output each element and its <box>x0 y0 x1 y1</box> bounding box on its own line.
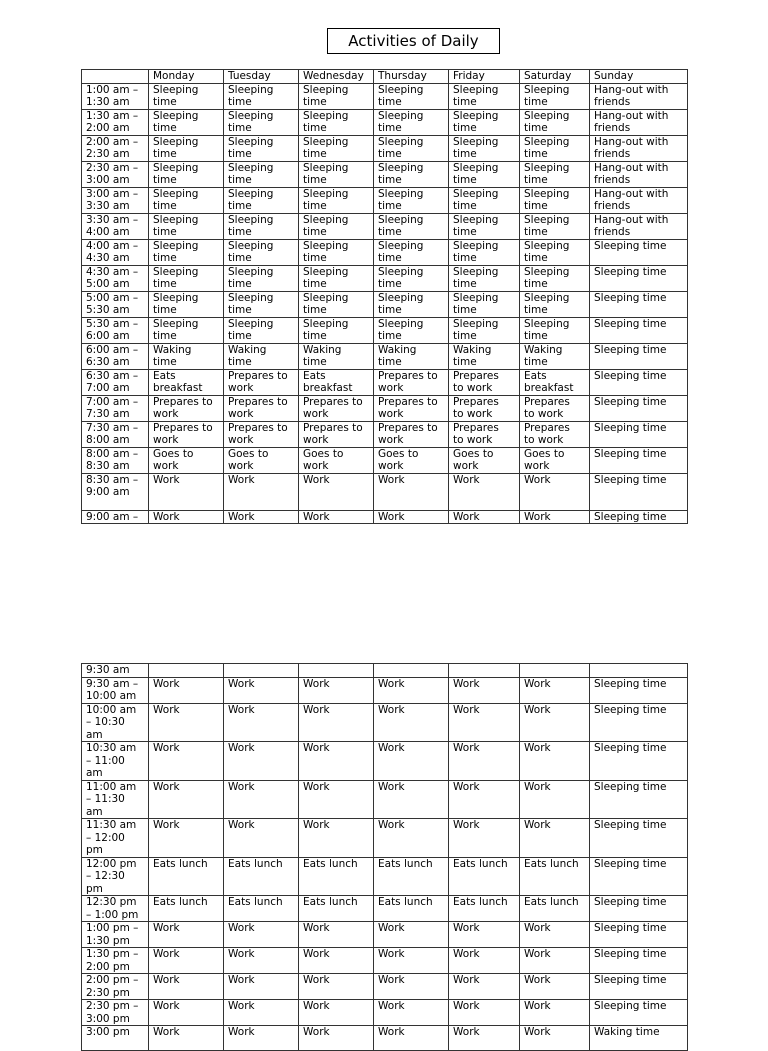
activity-cell: Sleeping time <box>149 187 224 213</box>
activity-cell: Sleeping time <box>299 317 374 343</box>
activity-cell: Work <box>374 703 449 742</box>
activity-cell: Work <box>224 819 299 858</box>
activity-cell: Eats lunch <box>149 896 224 922</box>
activity-cell: Eats lunch <box>149 857 224 896</box>
activity-cell: Sleeping time <box>590 265 688 291</box>
activity-cell: Sleeping time <box>299 109 374 135</box>
time-slot-cell: 8:30 am – 9:00 am <box>82 473 149 510</box>
activity-cell <box>149 664 224 678</box>
activity-cell: Work <box>224 742 299 781</box>
activity-cell: Work <box>520 780 590 819</box>
activity-cell: Goes to work <box>224 447 299 473</box>
activity-cell: Sleeping time <box>149 83 224 109</box>
activity-cell: Work <box>224 948 299 974</box>
activity-cell: Sleeping time <box>449 161 520 187</box>
time-slot-cell: 4:00 am – 4:30 am <box>82 239 149 265</box>
activity-cell: Prepares to work <box>520 395 590 421</box>
activity-cell: Work <box>224 922 299 948</box>
activity-cell: Work <box>299 974 374 1000</box>
activity-cell: Work <box>149 677 224 703</box>
header-cell-sunday: Sunday <box>590 70 688 84</box>
activity-cell: Sleeping time <box>299 265 374 291</box>
activity-cell <box>224 664 299 678</box>
activity-cell: Work <box>224 1026 299 1051</box>
activity-cell: Work <box>520 974 590 1000</box>
activity-cell: Sleeping time <box>224 83 299 109</box>
table-row <box>82 677 688 703</box>
activity-cell: Sleeping time <box>224 291 299 317</box>
activity-cell <box>299 664 374 678</box>
time-slot-cell: 1:30 pm – 2:00 pm <box>82 948 149 974</box>
activity-cell: Waking time <box>374 343 449 369</box>
time-slot-cell: 8:00 am – 8:30 am <box>82 447 149 473</box>
schedule-table-top <box>81 69 688 524</box>
activity-cell: Work <box>449 677 520 703</box>
schedule-body-top <box>82 83 688 524</box>
activity-cell: Hang-out with friends <box>590 213 688 239</box>
table-row <box>82 664 688 678</box>
activity-cell: Sleeping time <box>520 291 590 317</box>
activity-cell: Goes to work <box>374 447 449 473</box>
activity-cell: Eats lunch <box>224 857 299 896</box>
activity-cell: Work <box>520 1026 590 1051</box>
time-slot-cell: 2:30 pm – 3:00 pm <box>82 1000 149 1026</box>
activity-cell: Eats lunch <box>520 896 590 922</box>
activity-cell: Work <box>224 703 299 742</box>
activity-cell: Sleeping time <box>590 473 688 510</box>
activity-cell: Eats lunch <box>449 896 520 922</box>
activity-cell: Goes to work <box>299 447 374 473</box>
table-row <box>82 447 688 473</box>
activity-cell: Work <box>520 703 590 742</box>
activity-cell: Sleeping time <box>449 265 520 291</box>
time-slot-cell: 9:30 am <box>82 664 149 678</box>
activity-cell: Hang-out with friends <box>590 109 688 135</box>
time-slot-cell: 5:00 am – 5:30 am <box>82 291 149 317</box>
activity-cell: Sleeping time <box>224 265 299 291</box>
activity-cell: Waking time <box>149 343 224 369</box>
activity-cell: Prepares to work <box>374 369 449 395</box>
activity-cell: Sleeping time <box>590 369 688 395</box>
table-row <box>82 291 688 317</box>
activity-cell <box>520 664 590 678</box>
activity-cell: Sleeping time <box>374 161 449 187</box>
activity-cell: Sleeping time <box>449 291 520 317</box>
activity-cell: Work <box>149 780 224 819</box>
activity-cell: Sleeping time <box>449 317 520 343</box>
activity-cell: Prepares to work <box>520 421 590 447</box>
activity-cell: Work <box>520 510 590 524</box>
activity-cell: Work <box>520 1000 590 1026</box>
activity-cell: Sleeping time <box>590 447 688 473</box>
activity-cell: Work <box>224 1000 299 1026</box>
activity-cell: Sleeping time <box>149 135 224 161</box>
activity-cell: Sleeping time <box>299 213 374 239</box>
table-row <box>82 213 688 239</box>
activity-cell: Sleeping time <box>374 317 449 343</box>
activity-cell: Prepares to work <box>449 369 520 395</box>
activity-cell: Hang-out with friends <box>590 161 688 187</box>
time-slot-cell: 1:30 am – 2:00 am <box>82 109 149 135</box>
activity-cell: Sleeping time <box>374 265 449 291</box>
time-slot-cell: 7:00 am – 7:30 am <box>82 395 149 421</box>
header-cell-friday: Friday <box>449 70 520 84</box>
activity-cell: Sleeping time <box>590 819 688 858</box>
table-row <box>82 395 688 421</box>
activity-cell <box>449 664 520 678</box>
activity-cell: Sleeping time <box>224 239 299 265</box>
activity-cell: Work <box>224 510 299 524</box>
activity-cell: Work <box>449 1026 520 1051</box>
activity-cell: Sleeping time <box>374 239 449 265</box>
activity-cell: Sleeping time <box>149 213 224 239</box>
activity-cell: Work <box>299 780 374 819</box>
activity-cell: Waking time <box>224 343 299 369</box>
activity-cell: Work <box>374 1000 449 1026</box>
activity-cell <box>590 664 688 678</box>
activity-cell: Sleeping time <box>149 317 224 343</box>
activity-cell: Sleeping time <box>590 421 688 447</box>
activity-cell: Hang-out with friends <box>590 135 688 161</box>
table-row <box>82 703 688 742</box>
activity-cell: Sleeping time <box>374 291 449 317</box>
activity-cell: Eats lunch <box>520 857 590 896</box>
activity-cell: Goes to work <box>149 447 224 473</box>
time-slot-cell: 3:00 pm <box>82 1026 149 1051</box>
time-slot-cell: 2:00 pm – 2:30 pm <box>82 974 149 1000</box>
activity-cell: Sleeping time <box>224 213 299 239</box>
activity-cell: Prepares to work <box>149 421 224 447</box>
table-row <box>82 896 688 922</box>
table-row <box>82 742 688 781</box>
activity-cell: Work <box>449 948 520 974</box>
activity-cell: Sleeping time <box>299 83 374 109</box>
activity-cell: Work <box>299 819 374 858</box>
activity-cell: Prepares to work <box>224 421 299 447</box>
activity-cell: Sleeping time <box>520 213 590 239</box>
activity-cell: Prepares to work <box>224 395 299 421</box>
activity-cell: Prepares to work <box>374 395 449 421</box>
table-row <box>82 187 688 213</box>
activity-cell: Work <box>520 922 590 948</box>
activity-cell: Sleeping time <box>299 187 374 213</box>
activity-cell: Work <box>299 703 374 742</box>
activity-cell: Work <box>449 473 520 510</box>
activity-cell: Work <box>299 922 374 948</box>
time-slot-cell: 6:00 am – 6:30 am <box>82 343 149 369</box>
activity-cell: Sleeping time <box>590 239 688 265</box>
activity-cell: Sleeping time <box>590 922 688 948</box>
activity-cell: Work <box>374 742 449 781</box>
schedule-body-bottom <box>82 664 688 1051</box>
activity-cell: Prepares to work <box>299 395 374 421</box>
activity-cell: Sleeping time <box>149 161 224 187</box>
activity-cell: Sleeping time <box>520 239 590 265</box>
activity-cell: Sleeping time <box>449 239 520 265</box>
time-slot-cell: 4:30 am – 5:00 am <box>82 265 149 291</box>
activity-cell: Sleeping time <box>590 742 688 781</box>
activity-cell: Sleeping time <box>149 265 224 291</box>
table-row <box>82 135 688 161</box>
activity-cell: Work <box>374 922 449 948</box>
activity-cell: Work <box>149 473 224 510</box>
activity-cell: Eats lunch <box>449 857 520 896</box>
time-slot-cell: 1:00 am – 1:30 am <box>82 83 149 109</box>
activity-cell: Sleeping time <box>449 187 520 213</box>
document-title: Activities of Daily <box>327 28 500 54</box>
table-row <box>82 1026 688 1051</box>
table-row <box>82 473 688 510</box>
activity-cell: Sleeping time <box>590 857 688 896</box>
activity-cell: Sleeping time <box>299 291 374 317</box>
activity-cell: Sleeping time <box>590 703 688 742</box>
activity-cell <box>374 664 449 678</box>
activity-cell: Hang-out with friends <box>590 187 688 213</box>
time-slot-cell: 9:00 am – <box>82 510 149 524</box>
activity-cell: Eats lunch <box>374 896 449 922</box>
table-row <box>82 922 688 948</box>
activity-cell: Sleeping time <box>590 896 688 922</box>
header-cell-wednesday: Wednesday <box>299 70 374 84</box>
activity-cell: Prepares to work <box>149 395 224 421</box>
activity-cell: Work <box>374 974 449 1000</box>
activity-cell: Work <box>449 703 520 742</box>
time-slot-cell: 2:30 am – 3:00 am <box>82 161 149 187</box>
activity-cell: Prepares to work <box>299 421 374 447</box>
activity-cell: Work <box>299 948 374 974</box>
table-row <box>82 161 688 187</box>
activity-cell: Work <box>520 677 590 703</box>
activity-cell: Sleeping time <box>449 135 520 161</box>
activity-cell: Work <box>374 948 449 974</box>
activity-cell: Work <box>224 780 299 819</box>
activity-cell: Work <box>149 703 224 742</box>
activity-cell: Work <box>149 1000 224 1026</box>
header-cell-saturday: Saturday <box>520 70 590 84</box>
activity-cell: Sleeping time <box>590 780 688 819</box>
activity-cell: Sleeping time <box>374 83 449 109</box>
activity-cell: Work <box>449 974 520 1000</box>
activity-cell: Sleeping time <box>224 109 299 135</box>
activity-cell: Sleeping time <box>590 974 688 1000</box>
activity-cell: Waking time <box>590 1026 688 1051</box>
activity-cell: Sleeping time <box>149 291 224 317</box>
activity-cell: Work <box>520 742 590 781</box>
activity-cell: Work <box>299 473 374 510</box>
activity-cell: Work <box>299 1026 374 1051</box>
activity-cell: Sleeping time <box>374 187 449 213</box>
activity-cell: Prepares to work <box>224 369 299 395</box>
table-row <box>82 1000 688 1026</box>
activity-cell: Work <box>224 473 299 510</box>
activity-cell: Work <box>449 819 520 858</box>
table-row <box>82 421 688 447</box>
table-row <box>82 265 688 291</box>
table-row <box>82 819 688 858</box>
activity-cell: Sleeping time <box>590 317 688 343</box>
activity-cell: Work <box>520 819 590 858</box>
schedule-table-bottom <box>81 663 688 1051</box>
table-row <box>82 369 688 395</box>
activity-cell: Sleeping time <box>449 83 520 109</box>
activity-cell: Work <box>374 473 449 510</box>
time-slot-cell: 11:30 am – 12:00 pm <box>82 819 149 858</box>
table-row <box>82 948 688 974</box>
activity-cell: Sleeping time <box>590 510 688 524</box>
activity-cell: Prepares to work <box>449 421 520 447</box>
activity-cell: Prepares to work <box>374 421 449 447</box>
activity-cell: Sleeping time <box>520 135 590 161</box>
header-cell-thursday: Thursday <box>374 70 449 84</box>
activity-cell: Work <box>449 780 520 819</box>
activity-cell: Sleeping time <box>590 291 688 317</box>
activity-cell: Work <box>149 948 224 974</box>
header-cell-tuesday: Tuesday <box>224 70 299 84</box>
activity-cell: Work <box>299 677 374 703</box>
activity-cell: Eats lunch <box>299 857 374 896</box>
activity-cell: Sleeping time <box>299 239 374 265</box>
activity-cell: Waking time <box>449 343 520 369</box>
activity-cell: Work <box>520 473 590 510</box>
activity-cell: Prepares to work <box>449 395 520 421</box>
activity-cell: Waking time <box>299 343 374 369</box>
time-slot-cell: 3:00 am – 3:30 am <box>82 187 149 213</box>
time-slot-cell: 1:00 pm – 1:30 pm <box>82 922 149 948</box>
activity-cell: Work <box>149 742 224 781</box>
time-slot-cell: 11:00 am – 11:30 am <box>82 780 149 819</box>
table-row <box>82 109 688 135</box>
table-row <box>82 343 688 369</box>
activity-cell: Work <box>224 677 299 703</box>
activity-cell: Work <box>374 510 449 524</box>
activity-cell: Eats lunch <box>299 896 374 922</box>
header-row <box>82 70 688 84</box>
activity-cell: Sleeping time <box>149 109 224 135</box>
time-slot-cell: 10:00 am – 10:30 am <box>82 703 149 742</box>
activity-cell: Sleeping time <box>520 265 590 291</box>
activity-cell: Work <box>449 510 520 524</box>
activity-cell: Sleeping time <box>374 213 449 239</box>
activity-cell: Sleeping time <box>520 83 590 109</box>
activity-cell: Work <box>224 974 299 1000</box>
activity-cell: Sleeping time <box>590 395 688 421</box>
activity-cell: Sleeping time <box>224 161 299 187</box>
activity-cell: Sleeping time <box>590 1000 688 1026</box>
activity-cell: Sleeping time <box>590 677 688 703</box>
activity-cell: Work <box>449 922 520 948</box>
activity-cell: Work <box>149 510 224 524</box>
activity-cell: Sleeping time <box>299 161 374 187</box>
time-slot-cell: 9:30 am – 10:00 am <box>82 677 149 703</box>
table-row <box>82 857 688 896</box>
activity-cell: Sleeping time <box>224 187 299 213</box>
activity-cell: Work <box>149 922 224 948</box>
activity-cell: Sleeping time <box>374 135 449 161</box>
activity-cell: Work <box>149 819 224 858</box>
time-slot-cell: 6:30 am – 7:00 am <box>82 369 149 395</box>
table-row <box>82 510 688 524</box>
activity-cell: Eats breakfast <box>149 369 224 395</box>
activity-cell: Sleeping time <box>520 187 590 213</box>
activity-cell: Sleeping time <box>520 161 590 187</box>
activity-cell: Sleeping time <box>590 948 688 974</box>
activity-cell: Work <box>299 742 374 781</box>
table-row <box>82 83 688 109</box>
activity-cell: Work <box>449 742 520 781</box>
activity-cell: Sleeping time <box>449 213 520 239</box>
activity-cell: Sleeping time <box>590 343 688 369</box>
activity-cell: Sleeping time <box>299 135 374 161</box>
activity-cell: Goes to work <box>449 447 520 473</box>
time-slot-cell: 10:30 am – 11:00 am <box>82 742 149 781</box>
header-cell-time <box>82 70 149 84</box>
activity-cell: Goes to work <box>520 447 590 473</box>
activity-cell: Eats breakfast <box>299 369 374 395</box>
time-slot-cell: 12:30 pm – 1:00 pm <box>82 896 149 922</box>
activity-cell: Work <box>149 1026 224 1051</box>
time-slot-cell: 12:00 pm – 12:30 pm <box>82 857 149 896</box>
activity-cell: Eats lunch <box>374 857 449 896</box>
activity-cell: Sleeping time <box>374 109 449 135</box>
activity-cell: Sleeping time <box>224 135 299 161</box>
activity-cell: Eats lunch <box>224 896 299 922</box>
activity-cell: Sleeping time <box>149 239 224 265</box>
time-slot-cell: 5:30 am – 6:00 am <box>82 317 149 343</box>
activity-cell: Sleeping time <box>224 317 299 343</box>
time-slot-cell: 2:00 am – 2:30 am <box>82 135 149 161</box>
activity-cell: Waking time <box>520 343 590 369</box>
activity-cell: Work <box>374 819 449 858</box>
activity-cell: Work <box>374 677 449 703</box>
activity-cell: Work <box>299 1000 374 1026</box>
header-cell-monday: Monday <box>149 70 224 84</box>
activity-cell: Work <box>299 510 374 524</box>
activity-cell: Work <box>449 1000 520 1026</box>
activity-cell: Work <box>149 974 224 1000</box>
time-slot-cell: 3:30 am – 4:00 am <box>82 213 149 239</box>
activity-cell: Work <box>374 1026 449 1051</box>
time-slot-cell: 7:30 am – 8:00 am <box>82 421 149 447</box>
activity-cell: Work <box>374 780 449 819</box>
table-row <box>82 239 688 265</box>
table-row <box>82 974 688 1000</box>
table-row <box>82 780 688 819</box>
activity-cell: Sleeping time <box>520 317 590 343</box>
activity-cell: Work <box>520 948 590 974</box>
activity-cell: Eats breakfast <box>520 369 590 395</box>
table-row <box>82 317 688 343</box>
activity-cell: Sleeping time <box>520 109 590 135</box>
activity-cell: Hang-out with friends <box>590 83 688 109</box>
activity-cell: Sleeping time <box>449 109 520 135</box>
